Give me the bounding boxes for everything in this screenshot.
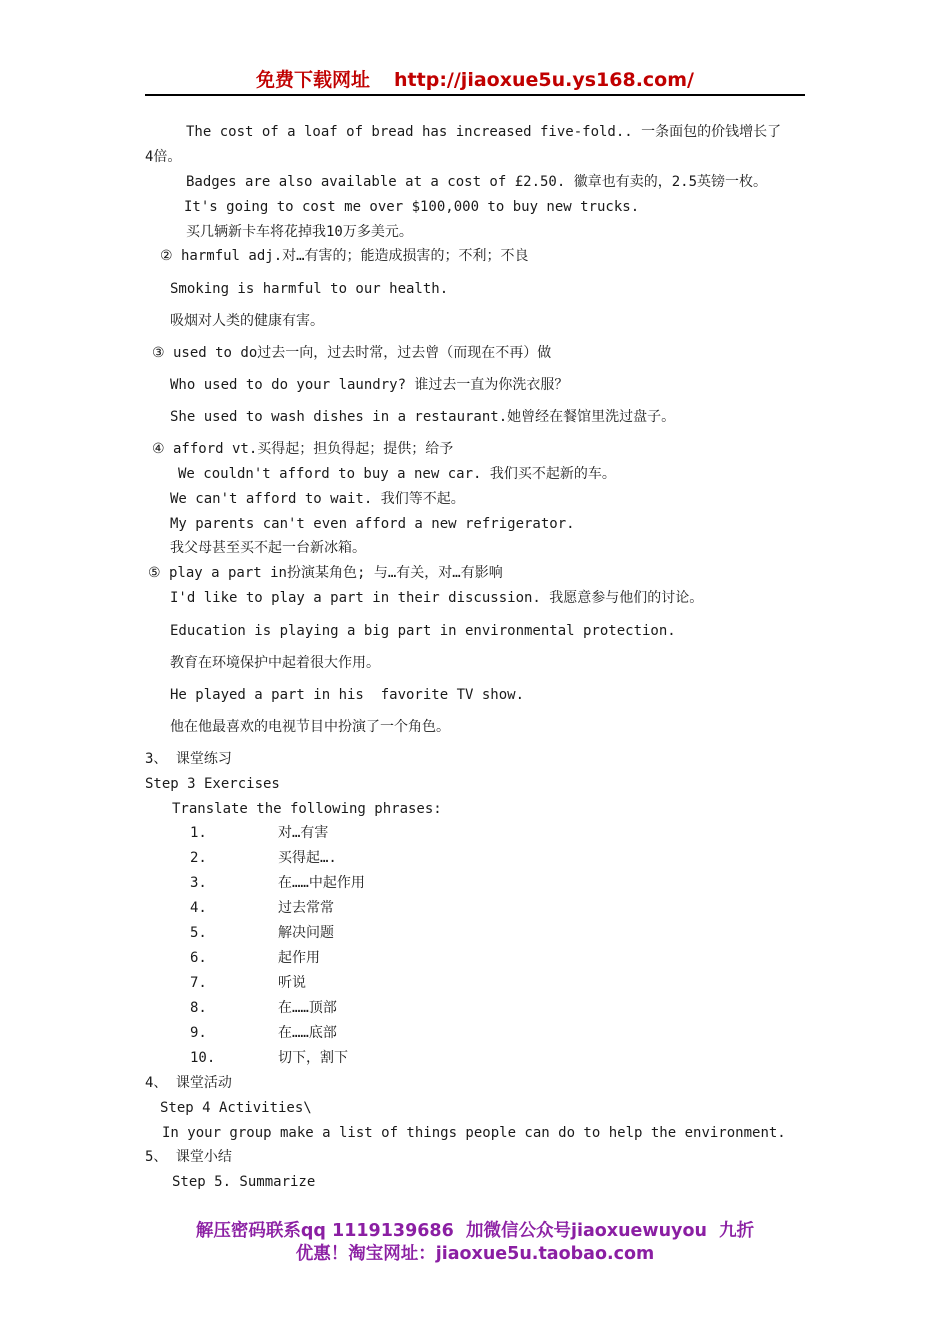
section-heading: ② harmful adj.对…有害的；能造成损害的；不利；不良: [160, 248, 529, 264]
exercise-phrase: 在……中起作用: [278, 875, 365, 891]
step-title: Step 3 Exercises: [145, 776, 280, 792]
footer-line-2: 优惠！淘宝网址：jiaoxue5u.taobao.com: [295, 1244, 655, 1264]
footer-line-1: 解压密码联系qq 1119139686 加微信公众号jiaoxuewuyou 九折: [195, 1221, 755, 1241]
text-line: She used to wash dishes in a restaurant.她曾经在餐馆里洗过盘子。: [170, 409, 676, 425]
text-line: Who used to do your laundry? 谁过去一直为你洗衣服？: [170, 377, 569, 393]
instruction: Translate the following phrases:: [172, 801, 442, 817]
section-heading: ③ used to do过去一向，过去时常，过去曾（而现在不再）做: [152, 345, 552, 361]
text-line: 教育在环境保护中起着很大作用。: [170, 655, 380, 671]
exercise-number: 2.: [190, 850, 207, 866]
exercise-phrase: 在……底部: [278, 1025, 337, 1041]
instruction: In your group make a list of things people can do to help the environment.: [162, 1125, 786, 1141]
exercise-number: 4.: [190, 900, 207, 916]
exercise-number: 6.: [190, 950, 207, 966]
text-line: Smoking is harmful to our health.: [170, 281, 449, 297]
text-line: 吸烟对人类的健康有害。: [170, 313, 324, 329]
exercise-phrase: 过去常常: [278, 900, 334, 916]
text-line: 他在他最喜欢的电视节目中扮演了一个角色。: [170, 719, 450, 735]
header-url[interactable]: http://jiaoxue5u.ys168.com/: [394, 69, 694, 91]
section-heading: ⑤ play a part in扮演某角色; 与…有关，对…有影响: [148, 565, 503, 581]
text-line: Education is playing a big part in environmental protection.: [170, 623, 676, 639]
exercise-number: 1.: [190, 825, 207, 841]
exercise-phrase: 对…有害: [278, 825, 329, 841]
text-line: We couldn't afford to buy a new car. 我们买不起新的车。: [178, 466, 616, 482]
section-heading: ④ afford vt.买得起；担负得起；提供；给予: [152, 441, 454, 457]
exercise-number: 8.: [190, 1000, 207, 1016]
text-line: It's going to cost me over $100,000 to buy new trucks.: [184, 199, 640, 215]
step-title: Step 4 Activities\: [160, 1100, 312, 1116]
exercise-number: 10.: [190, 1050, 216, 1066]
exercise-phrase: 买得起….: [278, 850, 337, 866]
exercise-phrase: 起作用: [278, 950, 320, 966]
text-line: 买几辆新卡车将花掉我10万多美元。: [186, 224, 413, 240]
text-line: The cost of a loaf of bread has increased five-fold.. 一条面包的价钱增长了: [186, 124, 782, 140]
exercise-phrase: 听说: [278, 975, 306, 991]
header-label: 免费下载网址: [256, 69, 371, 91]
text-line: We can't afford to wait. 我们等不起。: [170, 491, 465, 507]
section-title: 5、 课堂小结: [145, 1149, 232, 1165]
exercise-phrase: 在……顶部: [278, 1000, 337, 1016]
text-line: I'd like to play a part in their discussion. 我愿意参与他们的讨论。: [170, 590, 704, 606]
text-line: Badges are also available at a cost of £2.50. 徽章也有卖的，2.5英镑一枚。: [186, 174, 768, 190]
section-title: 4、 课堂活动: [145, 1075, 232, 1091]
step-title: Step 5. Summarize: [172, 1174, 316, 1190]
exercise-number: 9.: [190, 1025, 207, 1041]
exercise-phrase: 切下，割下: [278, 1050, 348, 1066]
text-line: My parents can't even afford a new refrigerator.: [170, 516, 575, 532]
text-line: 我父母甚至买不起一台新冰箱。: [170, 540, 366, 556]
exercise-number: 7.: [190, 975, 207, 991]
section-title: 3、 课堂练习: [145, 751, 232, 767]
exercise-number: 5.: [190, 925, 207, 941]
text-line: He played a part in his favorite TV show.: [170, 687, 525, 703]
text-line: 4倍。: [145, 149, 182, 165]
exercise-phrase: 解决问题: [278, 925, 334, 941]
page-header: [145, 66, 805, 96]
exercise-number: 3.: [190, 875, 207, 891]
